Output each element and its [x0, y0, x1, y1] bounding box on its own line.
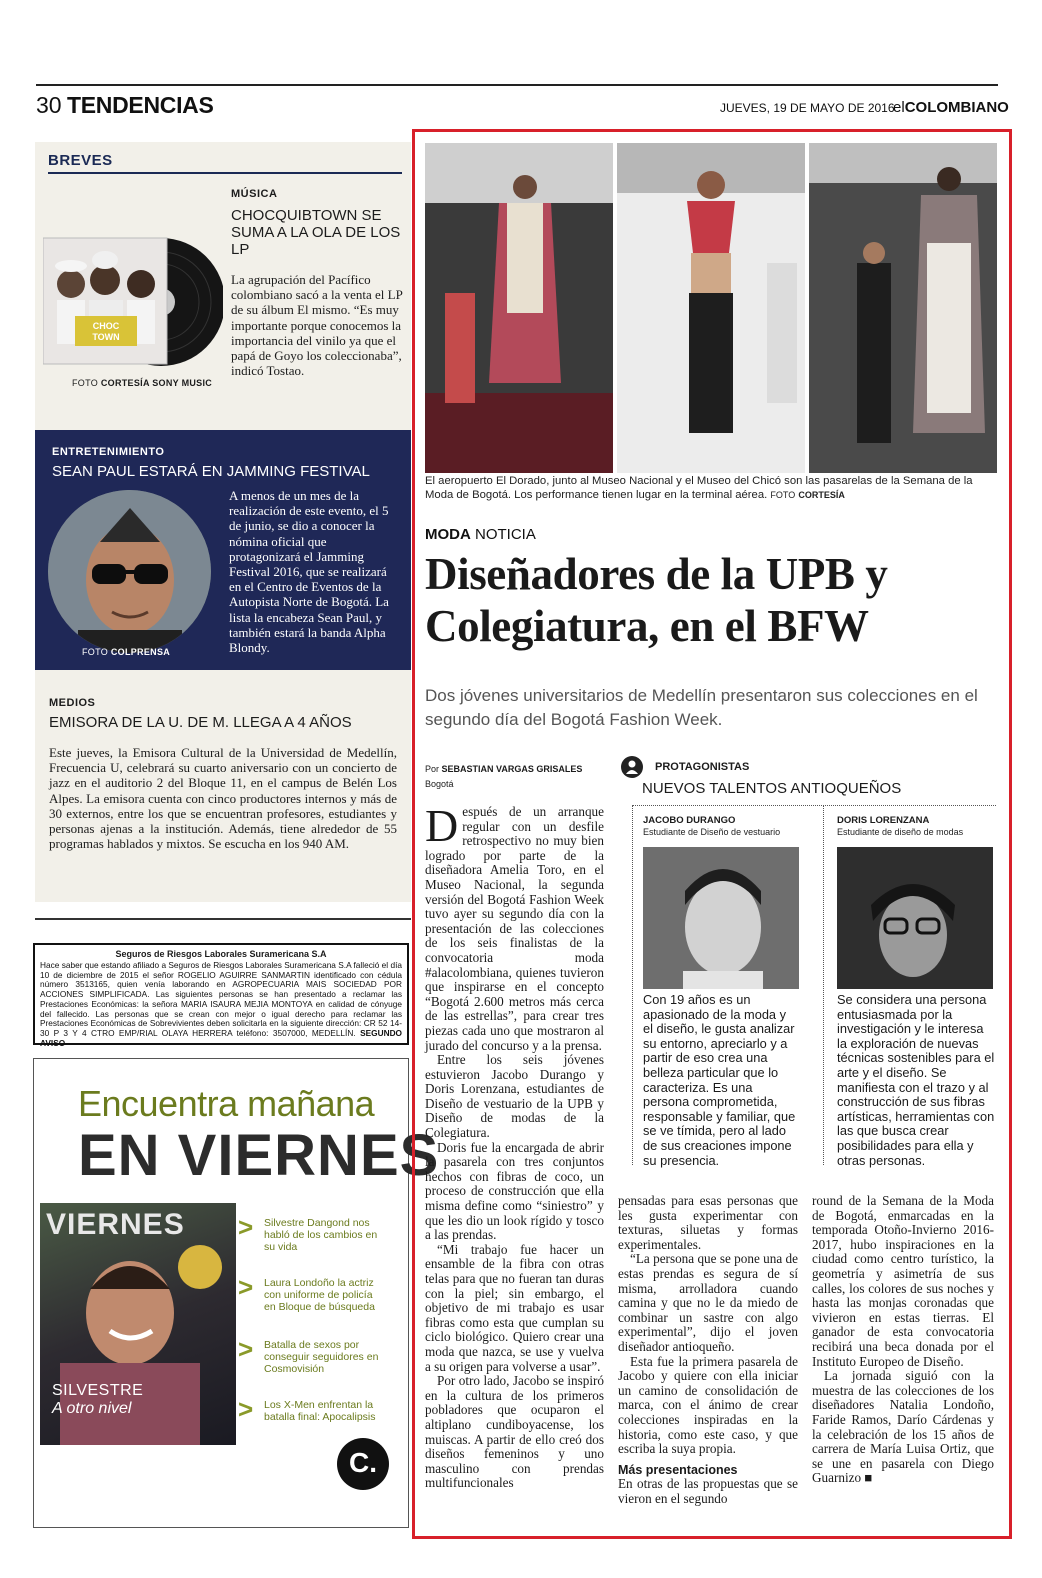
cover-name: SILVESTRE: [52, 1382, 144, 1399]
paragraph: Por otro lado, Jacobo se inspiró en la cultura de los primeros pobladores que ocuparon el altiplano cundiboyacense, los muiscas. A partir de ello creó dos diseños femeninos y uno masculino con prendas multifuncionales: [425, 1373, 604, 1491]
entertainment-kicker: ENTRETENIMIENTO: [52, 446, 165, 458]
cover-subtitle: A otro nivel: [52, 1400, 132, 1417]
paragraph: pensadas para esas personas que les gusta experimentar con texturas, siluetas y formas experimentales.: [618, 1193, 798, 1252]
notice-text: [40, 961, 402, 1048]
paragraph: “Mi trabajo fue hacer un ensamble de la fibra con otras telas para que no fueran tan duras con la piel; sin embargo, el objetivo de mi trabajo es usar fibras como esta que cumplan su ciclo biológico. Quiero crear una moda que nazca, se use y vuelva a su origen para volverse a usar”.: [425, 1241, 604, 1374]
protagonists-rule: [632, 805, 996, 806]
profile-role-jacobo: Estudiante de Diseño de vestuario: [643, 827, 781, 837]
subheading: Más presentaciones: [618, 1462, 738, 1477]
issue-date: JUEVES, 19 DE MAYO DE 2016: [720, 101, 895, 115]
entertainment-body: A menos de un mes de la realización de este evento, el 5 de junio, se dio a conocer la nómina oficial que protagonizará el Jamming Festival 2016, que se realizará en el Centro de Eventos de la Autopista Norte de Bogotá. La lista la encabeza Sean Paul, y también estará la banda Alpha Blondy.: [229, 488, 389, 656]
protagonists-title: NUEVOS TALENTOS ANTIOQUEÑOS: [642, 780, 902, 797]
page-number: 30: [36, 92, 62, 118]
article-kicker: [425, 526, 536, 543]
runway-illustration: [809, 143, 997, 473]
entertainment-photo-credit: [82, 647, 170, 657]
music-kicker: MÚSICA: [231, 188, 278, 200]
brand-name: COLOMBIANO: [904, 99, 1009, 116]
entertainment-headline: SEAN PAUL ESTARÁ EN JAMMING FESTIVAL: [52, 463, 370, 480]
legal-notice: [33, 943, 409, 1048]
music-credit-name: CORTESÍA SONY MUSIC: [100, 378, 213, 388]
caption-text: El aeropuerto El Dorado, junto al Museo Nacional y el Museo del Chicó son las pasarelas de la Semana de la Moda de Bogotá. Los performance tienen lugar en la terminal aérea.: [425, 475, 973, 501]
newspaper-logo: [893, 99, 1009, 116]
portrait-illustration: [48, 490, 211, 653]
ad-item-2: Laura Londoño la actriz con uniforme de policía en Bloque de búsqueda: [264, 1277, 375, 1313]
ad-item-3: Batalla de sexos por conseguir seguidores en Cosmovisión: [264, 1339, 379, 1375]
paragraph-text: espués de un arranque regular con un desfile retrospectivo no muy bien logrado por parte de la diseñadora Amelia Toro, en el Museo Nacional, la segunda versión del Bogotá Fashion Week tuvo ayer su segundo día con la presentación de las colecciones de los seis finalistas de la convocatoria moda #alacolombiana, quienes tuvieron que inspirarse en el concepto “Bogotá 2.600 metros más cerca de las estrellas”, para crear tres piezas cada uno que mostraron al jurado del concurso y a la prensa.: [425, 804, 604, 1053]
brand-prefix: el: [893, 99, 905, 116]
person-glyph: [621, 756, 643, 778]
runway-photo-3: [809, 143, 997, 473]
article-column-3: [812, 1194, 994, 1486]
article-column-2: [618, 1194, 798, 1506]
runway-photo-1: [425, 143, 613, 473]
ad-item-4: Los X-Men enfrentan la batalla final: Apocalipsis: [264, 1399, 376, 1423]
byline-city: Bogotá: [425, 779, 454, 789]
portrait-illustration: [643, 847, 799, 989]
caption-credit: CORTESÍA: [798, 490, 845, 500]
ad-arrow-icon: >: [238, 1272, 254, 1302]
media-body: Este jueves, la Emisora Cultural de la Universidad de Medellín, Frecuencia U, celebrará su cuarto aniversario con un concierto de jazz en el auditorio 2 del Bloque 11, en el campus de Belén Los Alpes. La emisora cuenta con cinco productores internos y más de 30 externos, entre los que se encuentran profesores, estudiantes y personas ajenas a la institución. Además, tiene alrededor de 55 programas hablados y mixtos. Se escucha en los 940 AM.: [49, 745, 397, 852]
ad-arrow-icon: >: [238, 1212, 254, 1242]
byline: [425, 764, 582, 774]
doris-photo: [837, 847, 993, 989]
kicker-light: NOTICIA: [475, 526, 536, 543]
profile-name-jacobo: JACOBO DURANGO: [643, 815, 736, 826]
section-title: TENDENCIAS: [67, 92, 214, 118]
music-body: La agrupación del Pacífico colombiano sacó a la venta el LP de su álbum El mismo. “Es muy importante porque conocemos la importancia del vinilo ya que el papá de Goyo los coleccionaba”, indicó Tostao.: [231, 272, 403, 379]
ad-arrow-icon: >: [238, 1334, 254, 1364]
caption-credit-prefix: FOTO: [770, 490, 796, 500]
paragraph: “La persona que se pone una de estas prendas es segura de sí misma, arrolladora cuando camina y que no le da miedo de combinar un sastre con algo experimental”, dijo el joven diseñador antioqueño.: [618, 1251, 798, 1354]
paragraph: Esta fue la primera pasarela de Jacobo y quiere con ella iniciar un camino de consolidación de marca, con el ánimo de crear colecciones inspiradas en la historia, como este caso, y que escriba la suya propia.: [618, 1353, 798, 1457]
paragraph: [425, 800, 604, 1053]
kicker-bold: MODA: [425, 526, 471, 543]
profile-role-doris: Estudiante de diseño de modas: [837, 827, 964, 837]
ent-credit-name: COLPRENSA: [110, 647, 171, 657]
notice-tag: SEGUNDO AVISO: [40, 1027, 403, 1048]
music-credit-prefix: FOTO: [72, 378, 99, 388]
ent-credit-prefix: FOTO: [82, 647, 109, 657]
notice-body: Hace saber que estando afiliado a Seguros de Riesgos Laborales Suramericana S.A falleció el día 10 de diciembre de 2015 el señor ROGELIO AGUIRRE SANMARTIN identificado con cédula número 3513165, quien venía laborando en AGROPECUARIA MAIS SOCIEDAD POR ACCIONES SIMPLIFICADA. Las siguientes personas se han presentado a reclamar las Prestaciones Económicas: la señora MARIA ISAURA MEJIA MONTOYA en calidad de cónyuge del fallecido. Las personas que se crean con mejor o igual derecho para reclamar las Prestaciones Económicas de Sobrevivientes deben solicitarla en la siguiente dirección: CR 52 14-30 P 3 Y 4 CTRO EMP/RIAL OLAYA HERRERA teléfono: 3507000, MEDELLÍN.: [40, 960, 402, 1038]
drop-cap: D: [425, 800, 459, 851]
profile-name-doris: DORIS LORENZANA: [837, 815, 930, 826]
ad-headline-2: EN VIERNES: [78, 1123, 440, 1188]
sean-paul-photo: [48, 490, 211, 653]
media-kicker: MEDIOS: [49, 697, 96, 709]
paragraph: round de la Semana de la Moda de Bogotá, enmarcadas en la temporada Otoño-Invierno 2016-2017, hubo inspiraciones en la ciudad como centro turístico, la geometría y asimetría de sus calles, los colores de sus noches y hasta las monjas coronadas que vivieron en estas tierras. El ganador de esta convocatoria recibirá una beca donada por el Instituto Europeo de Diseño.: [812, 1193, 994, 1369]
notice-title: Seguros de Riesgos Laborales Suramericana S.A: [115, 949, 327, 959]
runway-illustration: [617, 143, 805, 473]
person-icon: [621, 756, 643, 778]
article-column-1: [425, 800, 604, 1491]
portrait-illustration: [837, 847, 993, 989]
end-mark-icon: ■: [864, 1470, 873, 1486]
runway-photo-2: [617, 143, 805, 473]
profile-desc-doris: Se considera una persona entusiasmada por la investigación y le interesa la exploración de nuevas técnicas sostenibles para el arte y el diseño. Se manifiesta con el trazo y al construcción de sus fibras artísticas, herramientas con las que busca crear posibilidades para ella y otras personas.: [837, 992, 995, 1168]
column-separator: [632, 805, 633, 1165]
colombiano-logo-icon: C.: [337, 1438, 389, 1490]
column-separator: [823, 805, 824, 1165]
paragraph: En otras de las propuestas que se vieron en el segundo: [618, 1476, 798, 1506]
article-headline: Diseñadores de la UPB y Colegiatura, en el BFW: [425, 549, 888, 651]
paragraph-text: La jornada siguió con la muestra de las colecciones de los diseñadores Natalia Londoño, Faride Ramos, Darío Cárdenas y la celebración de los 15 años de carrera de María Luisa Ortiz, que se une en pasarela con Diego Guarnizo: [812, 1368, 994, 1486]
vinyl-record-illustration: [43, 232, 223, 380]
photo-caption: [425, 474, 997, 502]
vinyl-record-photo: [43, 232, 223, 380]
byline-name: SEBASTIAN VARGAS GRISALES: [441, 764, 583, 774]
music-headline: CHOCQUIBTOWN SE SUMA A LA OLA DE LOS LP: [231, 207, 401, 258]
paragraph: Doris fue la encargada de abrir la pasarela con tres conjuntos hechos con fibras de coco, un proceso de construcción que ella misma define como “siniestro” y que les dio un look rígido y tosco a las prendas.: [425, 1139, 604, 1243]
breves-rule: [48, 172, 402, 174]
svg-text:TOWN: TOWN: [92, 332, 120, 342]
runway-illustration: [425, 143, 613, 473]
magazine-title: VIERNES: [46, 1208, 185, 1241]
paragraph: Entre los seis jóvenes estuvieron Jacobo Durango y Doris Lorenzana, estudiantes de Diseño de vestuario de la UPB y Diseño de modas de la Colegiatura.: [425, 1052, 604, 1141]
media-headline: EMISORA DE LA U. DE M. LLEGA A 4 AÑOS: [49, 714, 352, 731]
header-rule: [36, 84, 998, 86]
breves-label: BREVES: [48, 152, 113, 169]
profile-desc-jacobo: Con 19 años es un apasionado de la moda y el diseño, le gusta analizar su entorno, apreciarlo y a partir de eso crea una belleza particular que lo caracteriza. Es una persona comprometida, responsable y familiar, que se ve tímida, pero al lado de sus creaciones impone su presencia.: [643, 992, 796, 1168]
byline-prefix: Por: [425, 764, 440, 774]
column-divider: [35, 918, 411, 920]
ad-item-1: Silvestre Dangond nos habló de los cambios en su vida: [264, 1217, 378, 1253]
ad-headline-1: Encuentra mañana: [78, 1083, 375, 1124]
article-deck: Dos jóvenes universitarios de Medellín presentaron sus colecciones en el segundo día del Bogotá Fashion Week.: [425, 686, 978, 729]
protagonists-label: PROTAGONISTAS: [655, 761, 750, 773]
svg-text:CHOC: CHOC: [92, 321, 120, 331]
ad-arrow-icon: >: [238, 1394, 254, 1424]
paragraph: [812, 1369, 994, 1486]
jacobo-photo: [643, 847, 799, 989]
music-photo-credit: [72, 378, 212, 388]
